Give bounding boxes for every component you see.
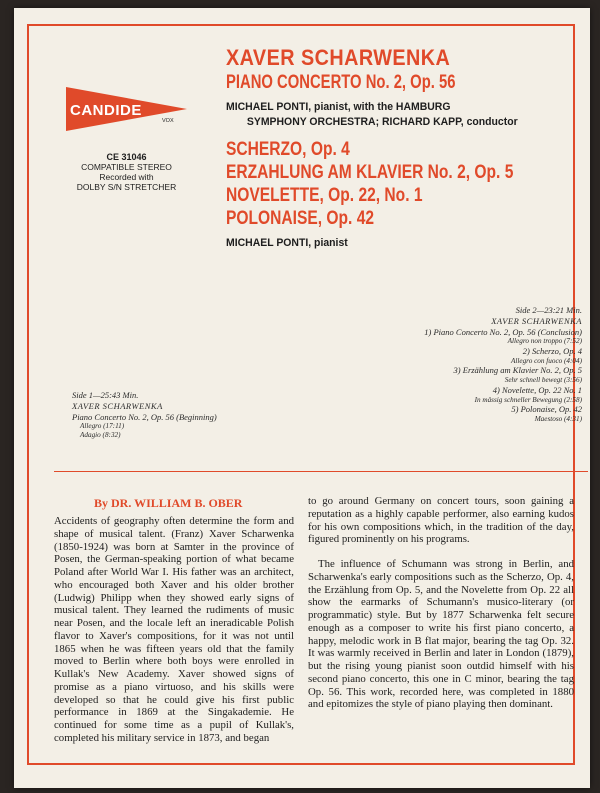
- side-2-header: Side 2—23:21 Min.: [515, 305, 582, 315]
- catalog-line-2: Recorded with: [99, 172, 154, 182]
- performers-line-1: MICHAEL PONTI, pianist, with the HAMBURG: [226, 101, 451, 113]
- track-title: 3) Erzählung am Klavier No. 2, Op. 5: [453, 365, 582, 376]
- candide-logo-icon: [64, 85, 189, 133]
- work-title-scherzo: SCHERZO, Op. 4: [226, 139, 350, 160]
- catalog-info: [54, 152, 199, 192]
- catalog-number: CE 31046: [106, 152, 147, 162]
- work-title-novelette: NOVELETTE, Op. 22, No. 1: [226, 185, 423, 206]
- article-paragraph: to go around Germany on concert tours, soon gaining a reputation as a highly capable performer, also earning kudos for his own compositions which, in the tradition of the day, figured prominently on his programs.: [308, 495, 574, 546]
- track-movement: Maestoso (4:31): [534, 414, 582, 423]
- track-movement: In mässig schneller Bewegung (2:58): [474, 395, 582, 404]
- side-1-composer: XAVER SCHARWENKA: [72, 400, 163, 411]
- side-2-tracklist: [324, 305, 582, 424]
- article-column-1: [54, 515, 294, 745]
- side-1-tracklist: [72, 390, 322, 440]
- track-title: 1) Piano Concerto No. 2, Op. 56 (Conclusion): [424, 326, 582, 337]
- performers-line-2: SYMPHONY ORCHESTRA; RICHARD KAPP, conductor: [246, 116, 518, 128]
- side-1-movement: Allegro (17:11): [80, 422, 125, 431]
- side-1-work: Piano Concerto No. 2, Op. 56 (Beginning): [72, 411, 217, 422]
- article-column-2: [308, 495, 574, 711]
- article-paragraph: The influence of Schumann was strong in Berlin, and Scharwenka's early compositions such as the Scherzo, Op. 4, the Erzählung from Op. 5, and the Novelette from Op. 22 all show the earmarks of Schumann's musico-literary (or programmatic) style. But by 1877 Scharwenka felt secure enough as a composer to write his first piano concerto, a happy, melodic work in B flat major, bearing the tag Op. 32. It was warmly received in Berlin and later in London (1879), but the rising young pianist soon outdid himself with his second piano concerto, this one in C minor, bearing the tag Op. 56. This work, recorded here, was completed in 1880 and epitomizes the style of piano playing then dominant.: [308, 558, 574, 711]
- catalog-line-3: DOLBY S/N STRETCHER: [76, 182, 177, 192]
- logo-brand-text: CANDIDE: [70, 102, 142, 119]
- logo-sub-text: VOX: [162, 118, 174, 124]
- track-movement: Allegro con fuoco (4:04): [511, 356, 582, 365]
- track-title: 4) Novelette, Op. 22 No. 1: [492, 384, 582, 395]
- composer-title: XAVER SCHARWENKA: [226, 45, 451, 70]
- track-title: 2) Scherzo, Op. 4: [522, 345, 582, 356]
- side-1-movement: Adagio (8:32): [80, 430, 121, 439]
- section-divider: [54, 471, 588, 472]
- track-movement: Sehr schnell bewegt (3:56): [504, 376, 582, 385]
- liner-notes-sheet: [14, 8, 590, 788]
- catalog-line-1: COMPATIBLE STEREO: [81, 162, 172, 172]
- work-title-polonaise: POLONAISE, Op. 42: [226, 208, 375, 229]
- side-2-composer: XAVER SCHARWENKA: [491, 315, 582, 326]
- album-titles: [226, 45, 596, 251]
- article-paragraph: Accidents of geography often determine the form and shape of musical talent. (Franz) Xaver Scharwenka (1850-1924) was born at Samter in the province of Posen, the German-speaking portion of what became Poland after World War I. His father was an architect, who encouraged both Xaver and his older brother (Ludwig) Philipp when they showed early signs of musical talent. They learned the rudiments of music near Posen, and the locale left an ineradicable Polish flavor to Xaver's compositions, for it was not until 1865 when he was fifteen years old that the family moved to Berlin where both boys were enrolled in Kullak's New Academy. Xaver showed signs of promise as a piano virtuoso, and his skills were developed so that he could give his first public performance in 1869 at the Singakademie. He continued for some time as a pupil of Kullak's, completed his military service in 1873, and began: [54, 515, 294, 744]
- track-title: 5) Polonaise, Op. 42: [511, 404, 582, 415]
- work-title-erzahlung: ERZAHLUNG AM KLAVIER No. 2, Op. 5: [226, 162, 514, 183]
- article-byline: By DR. WILLIAM B. OBER: [94, 496, 243, 510]
- performers-2: MICHAEL PONTI, pianist: [226, 237, 348, 249]
- side-1-header: Side 1—25:43 Min.: [72, 390, 139, 400]
- track-movement: Allegro non troppo (7:52): [507, 337, 582, 346]
- work-title-concerto: PIANO CONCERTO No. 2, Op. 56: [226, 72, 456, 93]
